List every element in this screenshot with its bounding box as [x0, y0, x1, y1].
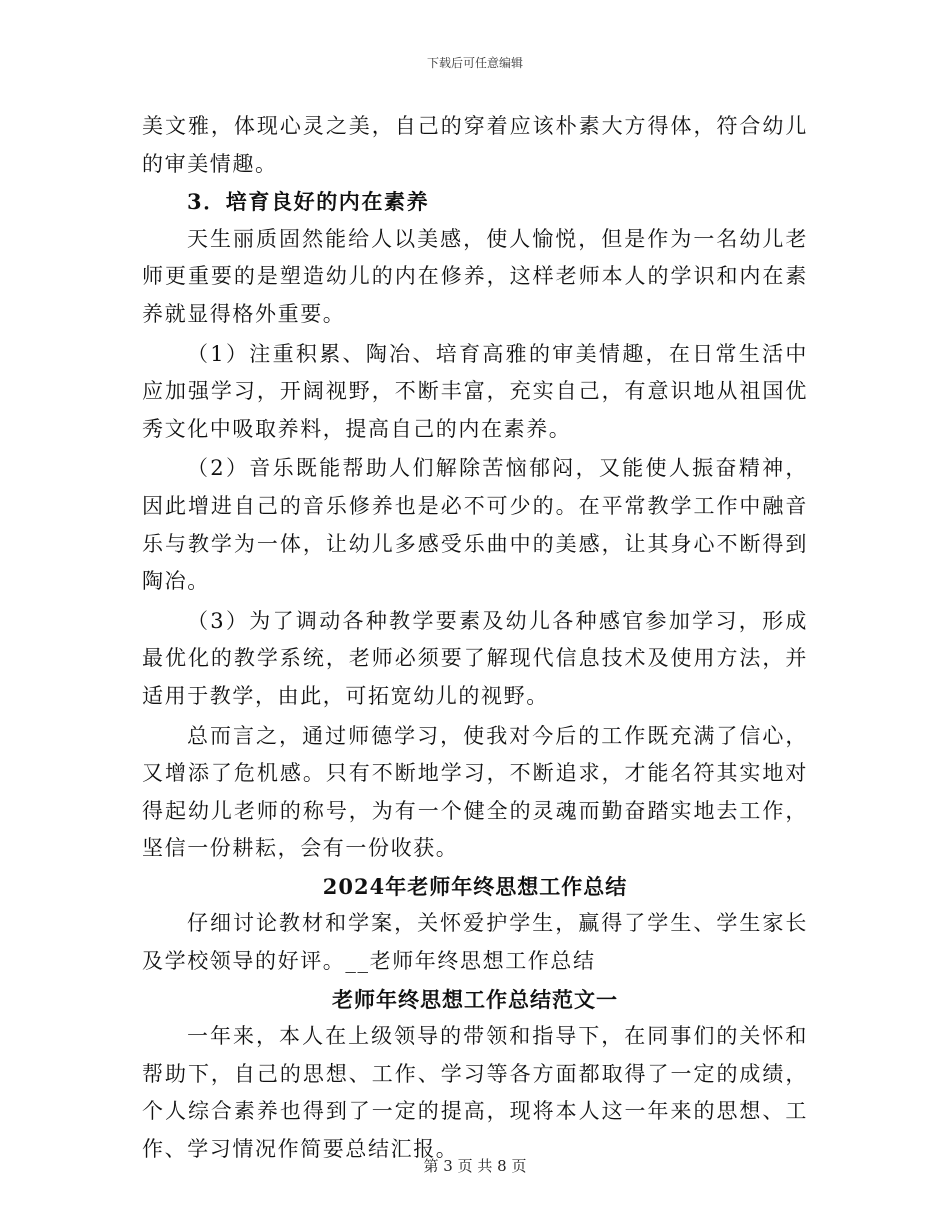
paragraph-summary: 一年来，本人在上级领导的带领和指导下，在同事们的关怀和帮助下，自己的思想、工作、学习等各方面都取得了一定的成绩，个人综合素养也得到了一定的提高，现将本人这一年来的思想、工作、学习情况作简要总结汇报。: [142, 1024, 808, 1162]
paragraph-continuation: 美文雅，体现心灵之美，自己的穿着应该朴素大方得体，符合幼儿的审美情趣。: [142, 114, 808, 176]
paragraph-point-2: （2）音乐既能帮助人们解除苦恼郁闷，又能使人振奋精神，因此增进自己的音乐修养也是必不可少的。在平常教学工作中融音乐与教学为一体，让幼儿多感受乐曲中的美感，让其身心不断得到陶冶。: [142, 456, 808, 594]
paragraph-point-3: （3）为了调动各种教学要素及幼儿各种感官参加学习，形成最优化的教学系统，老师必须要了解现代信息技术及使用方法，并适用于教学，由此，可拓宽幼儿的视野。: [142, 608, 808, 708]
paragraph-point-1: （1）注重积累、陶冶、培育高雅的审美情趣，在日常生活中应加强学习，开阔视野，不断丰富，充实自己，有意识地从祖国优秀文化中吸取养料，提高自己的内在素养。: [142, 341, 808, 441]
document-body: [142, 108, 808, 1169]
article-title-2024: 2024年老师年终思想工作总结: [322, 873, 628, 899]
header-note: 下载后可任意编辑: [426, 56, 523, 70]
paragraph-inner-quality: 天生丽质固然能给人以美感，使人愉悦，但是作为一名幼儿老师更重要的是塑造幼儿的内在修养，这样老师本人的学识和内在素养就显得格外重要。: [142, 226, 808, 326]
paragraph-intro: 仔细讨论教材和学案，关怀爱护学生，赢得了学生、学生家长及学校领导的好评。__老师年终思想工作总结: [142, 911, 808, 974]
paragraph-conclusion: 总而言之，通过师德学习，使我对今后的工作既充满了信心，又增添了危机感。只有不断地学习，不断追求，才能名符其实地对得起幼儿老师的称号，为有一个健全的灵魂而勤奋踏实地去工作，坚信一份耕耘，会有一份收获。: [142, 723, 808, 861]
page-number: 第 3 页 共 8 页: [423, 1157, 527, 1175]
article-title-sample-one: 老师年终思想工作总结范文一: [332, 986, 618, 1012]
section-heading-3: 3．培育良好的内在素养: [187, 189, 430, 215]
